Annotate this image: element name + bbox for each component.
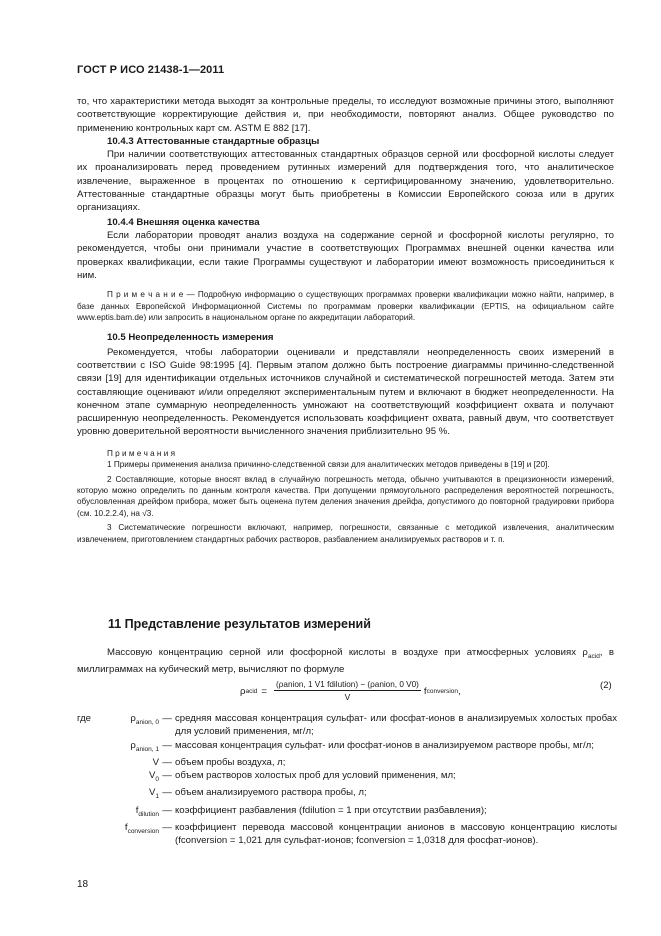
notes-label: П р и м е ч а н и я <box>107 448 176 458</box>
definition-dash: — <box>162 787 172 799</box>
definition-term: где $\rho_{anion, 0}$ <box>77 713 159 726</box>
section-11-text-2: , в миллиграммах на кубический метр, вычисляют по формуле <box>77 647 615 676</box>
rho-subscript: acid <box>587 652 600 660</box>
formula-fraction <box>274 680 421 702</box>
definition-term: $\rho_{anion, 1}$ <box>130 739 159 753</box>
note-1: 1 Примеры применения анализа причинно-следственной связи для аналитических методов приведены в [19] и [20]. <box>107 460 550 470</box>
definition-term: $f_{dilution}$ <box>135 804 159 818</box>
note-2 <box>77 474 614 520</box>
definition-text: объем пробы воздуха, л; <box>175 756 286 768</box>
formula-lhs-sub: acid <box>245 687 258 695</box>
definition-text: средняя массовая концентрация сульфат- или фосфат-ионов в анализируемых холостых пробах для условий применения, мг/л; <box>175 713 617 738</box>
note-eptis <box>77 289 614 323</box>
formula-number: (2) <box>600 680 612 691</box>
definition-dash: — <box>162 713 172 724</box>
definition-item <box>77 756 617 769</box>
formula-equals: = <box>261 685 268 697</box>
section-10-5-heading: 10.5 Неопределенность измерения <box>107 332 274 344</box>
formula-factor: f <box>423 685 427 697</box>
definition-text: объем анализируемого раствора пробы, л; <box>175 787 367 799</box>
definition-item <box>77 804 617 821</box>
definition-dash: — <box>162 756 172 768</box>
definition-item <box>77 821 617 848</box>
page-header: ГОСТ Р ИСО 21438-1—2011 <box>77 64 225 76</box>
definition-item <box>77 739 617 756</box>
definition-text: массовая концентрация сульфат- или фосфат-ионов в анализируемом растворе пробы, мг/л; <box>175 739 594 751</box>
definitions-list <box>77 712 617 847</box>
definition-dash: — <box>162 821 172 833</box>
section-11-heading: 11 Представление результатов измерений <box>108 617 371 631</box>
formula-factor-sub: conversion <box>426 687 459 695</box>
definition-dash: — <box>162 804 172 816</box>
section-10-5-text: Рекомендуется, чтобы лаборатории оценивали и представляли неопределенность своих измерений в соответствии с ISO Guide 98:1995 [4]. Первым этапом должно быть построение диаграммы причинно-следственной связи [19] для идентификации отдельных источников случайной и систематической погрешностей метода. Затем эти составляющие оценивают и/или определяют экспериментальным путем и включают в бюджет неопределенности. На конечном этапе суммарную неопределенность умножают на соответствующий коэффициент охвата и получают расширенную неопределенность. Рекомендуется использовать коэффициент охвата, равный двум, что соответствует уровню доверительной вероятности вычисленного значения приблизительно 95 %. <box>77 346 614 438</box>
note-3: 3 Систематические погрешности включают, например, погрешности, связанные с методикой извлечения, аналитическим извлечением, приготовлением стандартных рабочих растворов, разбавлением анализируемых растворов и т. п. <box>77 523 614 544</box>
note-2-text: 2 Составляющие, которые вносят вклад в случайную погрешность метода, обычно учитываются в прецизионности измерений, которую можно определить по данным контроля качества. При допущении прямоугольного распределения вероятностей погрешность, обусловленная дрейфом прибора, может быть оценена путем деления значения дрейфа, допустимого до повторной градуировки прибора (см. 10.2.2.4), на <box>77 474 614 518</box>
sqrt-three: √3. <box>142 508 154 518</box>
definition-item <box>77 712 617 739</box>
note-label: П р и м е ч а н и е <box>107 290 184 300</box>
definition-text: объем растворов холостых проб для условий применения, мл; <box>175 770 456 782</box>
definition-dash: — <box>162 770 172 782</box>
formula-2 <box>240 680 461 702</box>
definition-text: коэффициент перевода массовой концентрации анионов в массовую концентрацию кислоты (fconversion = 1,021 для сульфат-ионов; fconversion = 1,0318 для фосфат-ионов). <box>175 821 617 846</box>
intro-paragraph: то, что характеристики метода выходят за контрольные пределы, то исследуют возможные причины этого, выполняют соответствующие корректирующие действия и, при необходимости, повторяют анализ. Общее руководство по применению контрольных карт см. ASTM E 882 [17]. <box>77 96 614 134</box>
rho-symbol: ρ <box>582 647 588 658</box>
section-10-4-4-text: Если лаборатории проводят анализ воздуха на содержание серной и фосфорной кислоты регулярно, то рекомендуется, чтобы они принимали участие в соответствующих Программах внешней оценки качества или проверках квалификации, если такие Программы существуют и лаборатории имеют возможность присоединиться к ним. <box>77 229 614 281</box>
section-10-4-3-heading: 10.4.3 Аттестованные стандартные образцы <box>107 135 320 147</box>
section-10-4-4-heading: 10.4.4 Внешняя оценка качества <box>107 216 260 228</box>
where-label: где <box>77 713 92 724</box>
main-text <box>77 95 614 545</box>
formula-tail: , <box>458 685 461 697</box>
page-number: 18 <box>77 879 89 890</box>
section-11-intro <box>77 646 614 677</box>
note-text: — Подробную информацию о существующих программах проверки квалификации можно найти, например, в базе данных Европейской Информационной Системы по программам проверки квалификации (EPTIS, на официальном сайте www.eptis.bam.de) или запросить в национальном органе по аккредитации лабораторий. <box>77 290 614 322</box>
definition-item <box>77 786 617 803</box>
definition-term: $V_0$ <box>148 770 159 783</box>
definition-term: V <box>152 756 159 768</box>
definition-term: $f_{conversion}$ <box>124 821 159 835</box>
formula-numerator: (ρanion, 1 V1 fdilution) − (ρanion, 0 V0) <box>276 680 419 689</box>
section-10-4-3-text: При наличии соответствующих аттестованных стандартных образцов серной или фосфорной кислоты следует их проанализировать перед проведением рутинных измерений для подтверждения того, что аналитическое извлечение, выраженное в процентах по отношению к сертифицированному значению, удовлетворительно. Аттестованные стандартные образцы могут быть приобретены в Комиссии Европейского союза или в других организациях. <box>77 149 614 214</box>
formula-lhs: ρ <box>240 685 246 697</box>
section-11-text-1: Массовую концентрацию серной или фосфорной кислоты в воздухе при атмосферных условиях <box>107 647 576 658</box>
definition-term: $V_1$ <box>148 787 159 801</box>
formula-denominator: V <box>344 692 351 702</box>
definition-dash: — <box>162 739 172 751</box>
definition-text: коэффициент разбавления (fdilution = 1 при отсутствии разбавления); <box>175 804 487 816</box>
definition-item <box>77 769 617 786</box>
